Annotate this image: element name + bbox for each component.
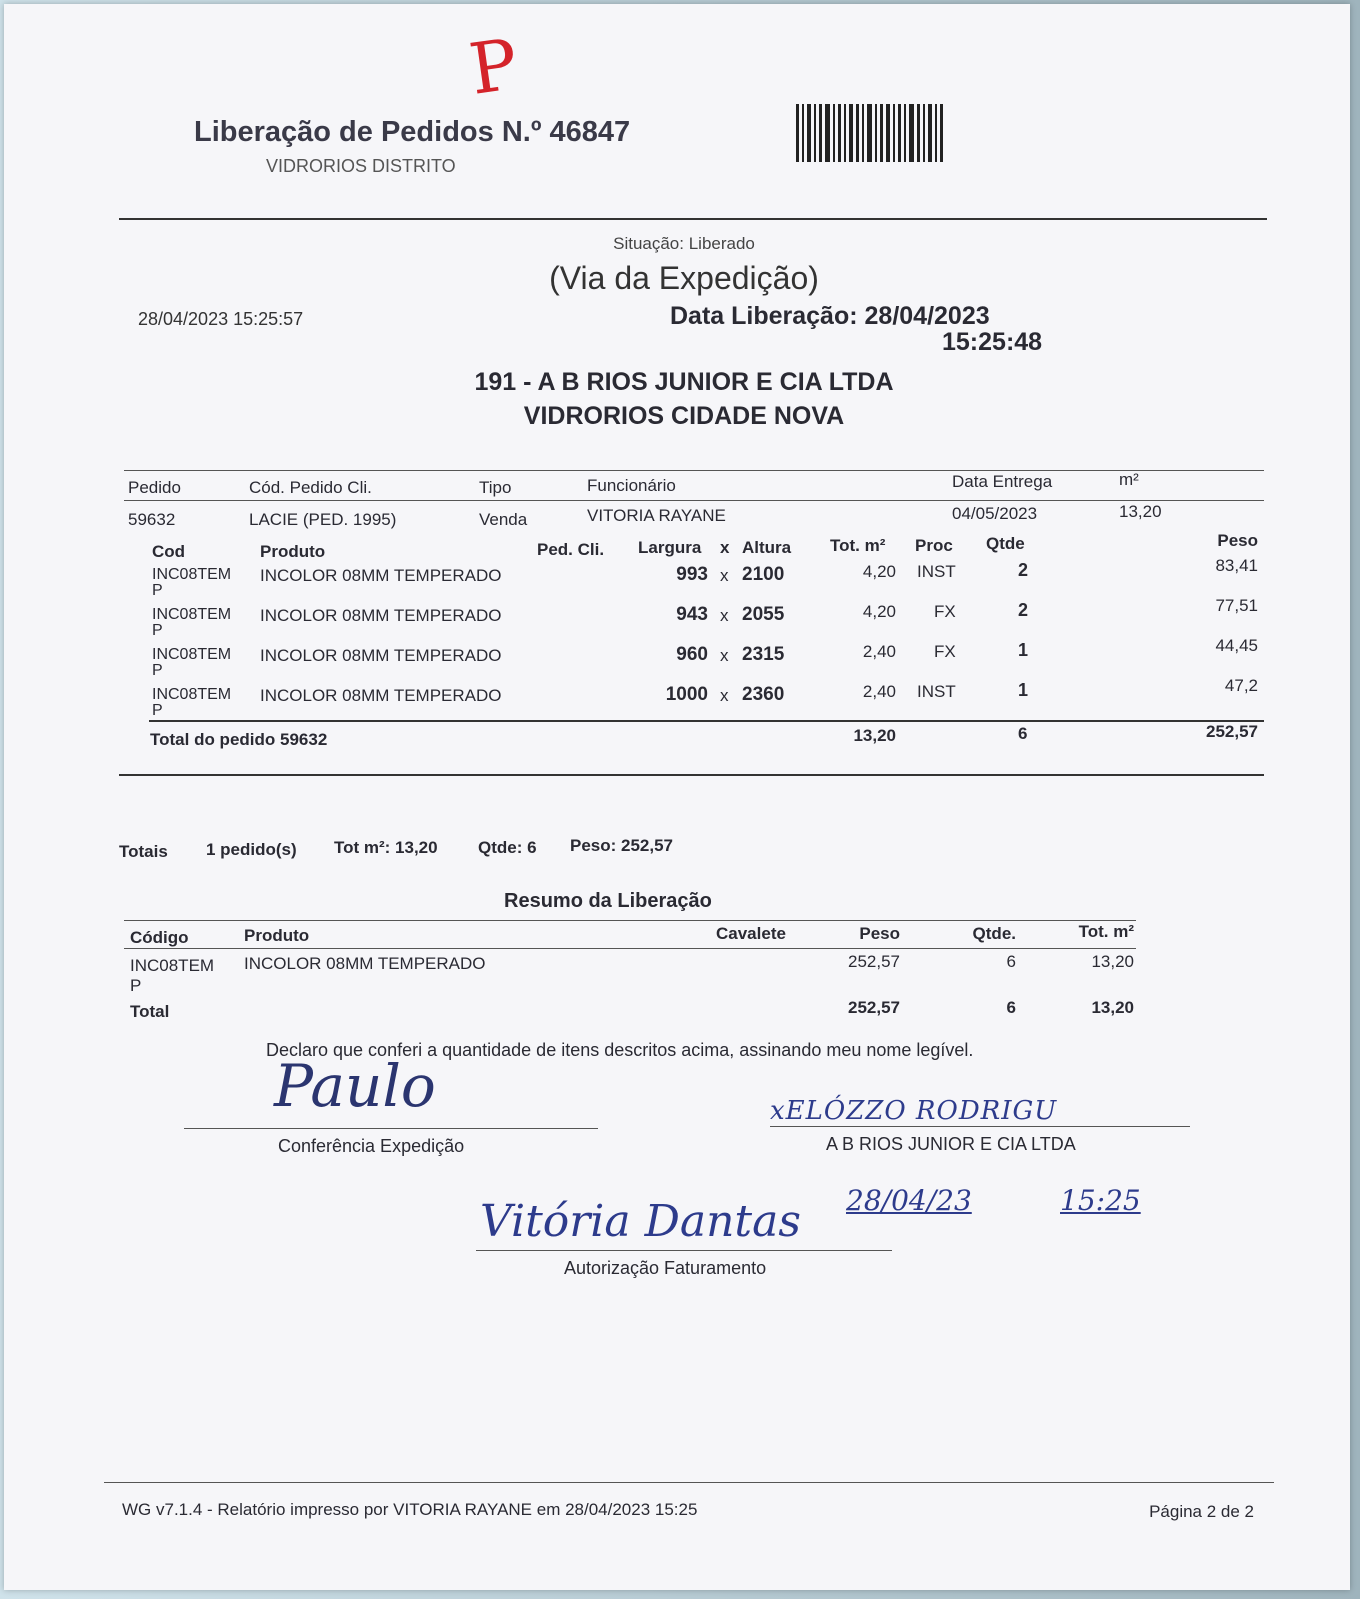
status-text: Situação: Liberado [613,234,755,253]
summary-col-produto: Produto [244,926,310,945]
summary-col-peso: Peso [859,924,900,943]
signature-line-expedicao [184,1128,598,1129]
items-section-end-rule [119,774,1264,776]
barcode-bar [849,104,853,162]
totals-label: Totais [119,842,168,861]
item-altura: 2315 [742,644,785,665]
barcode-bar [917,104,920,162]
item-proc: INST [917,682,956,701]
barcode [796,104,996,162]
item-col-qtde: Qtde [986,534,1025,553]
order-header-top-rule [124,470,1264,471]
release-time: 15:25:48 [942,328,1043,356]
summary-peso: 252,57 [848,952,900,971]
barcode-bar [880,104,883,162]
item-tot-m2: 4,20 [862,562,896,581]
summary-total-label: Total [130,1002,170,1021]
item-largura: 943 [676,604,708,625]
item-altura: 2360 [742,684,785,705]
barcode-bar [862,104,864,162]
item-qtde: 2 [1018,600,1029,620]
item-peso: 47,2 [1224,676,1258,695]
barcode-bar [844,104,846,162]
item-x: x [720,566,729,585]
handwritten-time: 15:25 [1060,1184,1141,1217]
handwritten-mark: P [464,23,523,111]
item-peso: 44,45 [1215,636,1258,655]
footer-page-number: Página 2 de 2 [1149,1502,1254,1521]
item-qtde: 1 [1018,680,1029,700]
client-store: VIDRORIOS CIDADE NOVA [523,402,845,430]
summary-col-qtde: Qtde. [972,924,1016,943]
summary-qtde: 6 [1006,952,1016,971]
summary-col-codigo: Código [130,928,189,947]
summary-tot-m2: 13,20 [1091,952,1134,971]
item-proc: INST [917,562,956,581]
order-pedido: 59632 [128,510,176,529]
col-tipo: Tipo [479,478,512,497]
item-col-ped-cli: Ped. Cli. [537,540,605,559]
order-total-peso: 252,57 [1206,722,1258,741]
item-tot-m2: 2,40 [862,682,896,701]
item-qtde: 1 [1018,640,1029,660]
printed-datetime: 28/04/2023 15:25:57 [138,309,304,329]
barcode-bar [838,104,841,162]
item-col-proc: Proc [915,536,953,555]
item-x: x [720,606,729,625]
signature-line-faturamento [476,1250,892,1251]
totals-pedidos: 1 pedido(s) [206,840,297,859]
barcode-bar [909,104,914,162]
summary-col-tot-m2: Tot. m² [1078,922,1134,941]
signature-faturamento: Vitória Dantas [480,1196,801,1247]
signature-label-client: A B RIOS JUNIOR E CIA LTDA [826,1134,1076,1154]
barcode-bar [923,104,925,162]
order-m2: 13,20 [1119,502,1162,521]
order-total-m2: 13,20 [853,726,896,745]
item-proc: FX [934,602,956,621]
item-altura: 2100 [742,564,785,585]
item-col-produto: Produto [260,542,326,561]
declaration-text: Declaro que conferi a quantidade de itens descritos acima, assinando meu nome legível. [266,1040,974,1060]
item-peso: 77,51 [1215,596,1258,615]
barcode-bar [856,104,859,162]
item-peso: 83,41 [1215,556,1258,575]
item-col-peso: Peso [1217,531,1258,550]
item-largura: 993 [676,564,708,585]
barcode-bar [940,104,943,162]
item-col-tot-m2: Tot. m² [830,536,886,555]
footer-print-info: WG v7.1.4 - Relatório impresso por VITORIA RAYANE em 28/04/2023 15:25 [122,1500,698,1519]
order-tipo: Venda [479,510,528,529]
item-cod-suffix: P [152,662,163,679]
barcode-bar [886,104,890,162]
totals-qtde: Qtde: 6 [478,838,537,857]
barcode-bar [825,104,830,162]
signature-line-client [770,1126,1190,1127]
client-name: 191 - A B RIOS JUNIOR E CIA LTDA [474,368,894,396]
barcode-bar [807,104,811,162]
handwritten-date: 28/04/23 [846,1184,972,1217]
barcode-bar [893,104,895,162]
signature-expedicao: Paulo [274,1052,436,1120]
barcode-bar [867,104,872,162]
item-col-cod: Cod [152,542,186,561]
signature-label-expedicao: Conferência Expedição [278,1136,465,1156]
summary-title: Resumo da Liberação [504,890,712,912]
col-funcionario: Funcionário [587,476,676,495]
barcode-bar [796,104,799,162]
item-qtde: 2 [1018,560,1029,580]
barcode-bar [898,104,901,162]
item-col-altura: Altura [742,538,792,557]
barcode-bar [814,104,816,162]
barcode-bar [935,104,937,162]
order-funcionario: VITORIA RAYANE [587,506,726,525]
header-divider [119,218,1267,220]
item-cod-suffix: P [152,702,163,719]
summary-produto: INCOLOR 08MM TEMPERADO [244,954,486,973]
order-header-bottom-rule [124,500,1264,501]
item-x: x [720,686,729,705]
item-largura: 960 [676,644,708,665]
barcode-bar [928,104,932,162]
item-cod: INC08TEM [152,646,232,663]
summary-total-peso: 252,57 [848,998,900,1017]
col-cod-pedido-cli: Cód. Pedido Cli. [249,478,372,497]
item-cod-suffix: P [152,622,163,639]
item-altura: 2055 [742,604,785,625]
order-total-label: Total do pedido 59632 [150,730,328,749]
release-date: Data Liberação: 28/04/2023 [670,302,990,330]
totals-peso: Peso: 252,57 [570,836,674,855]
col-pedido: Pedido [128,478,181,497]
items-total-rule [149,720,1264,722]
barcode-bar [904,104,906,162]
signature-label-faturamento: Autorização Faturamento [564,1258,767,1278]
barcode-bar [802,104,804,162]
barcode-bar [819,104,822,162]
item-cod-suffix: P [152,582,163,599]
item-produto: INCOLOR 08MM TEMPERADO [260,566,502,585]
item-x: x [720,646,729,665]
summary-col-cavalete: Cavalete [716,924,786,943]
item-col-x: x [720,538,730,557]
barcode-bar [875,104,877,162]
summary-total-tot-m2: 13,20 [1091,998,1134,1017]
signature-client: xELÓZZO RODRIGU [770,1096,1058,1126]
item-col-largura: Largura [638,538,702,557]
item-largura: 1000 [665,684,708,705]
totals-m2: Tot m²: 13,20 [334,838,438,857]
item-cod: INC08TEM [152,566,232,583]
item-cod: INC08TEM [152,686,232,703]
summary-top-rule [124,920,1136,921]
item-produto: INCOLOR 08MM TEMPERADO [260,686,502,705]
item-cod: INC08TEM [152,606,232,623]
item-produto: INCOLOR 08MM TEMPERADO [260,646,502,665]
item-proc: FX [934,642,956,661]
footer-rule [104,1482,1274,1483]
document-title: Liberação de Pedidos N.º 46847 [194,116,631,148]
item-tot-m2: 2,40 [862,642,896,661]
col-m2: m² [1119,470,1139,489]
document-page [4,4,1350,1590]
summary-codigo-suffix: P [130,976,142,995]
col-data-entrega: Data Entrega [952,472,1053,491]
order-total-qtde: 6 [1018,724,1028,743]
summary-header-rule [124,948,1136,949]
summary-codigo: INC08TEM [130,956,215,975]
item-produto: INCOLOR 08MM TEMPERADO [260,606,502,625]
order-data-entrega: 04/05/2023 [952,504,1038,523]
via-label: (Via da Expedição) [549,260,819,296]
summary-total-qtde: 6 [1006,998,1016,1017]
item-tot-m2: 4,20 [862,602,896,621]
order-cod-cli: LACIE (PED. 1995) [249,510,397,529]
company-name: VIDRORIOS DISTRITO [266,156,456,176]
barcode-bar [833,104,835,162]
